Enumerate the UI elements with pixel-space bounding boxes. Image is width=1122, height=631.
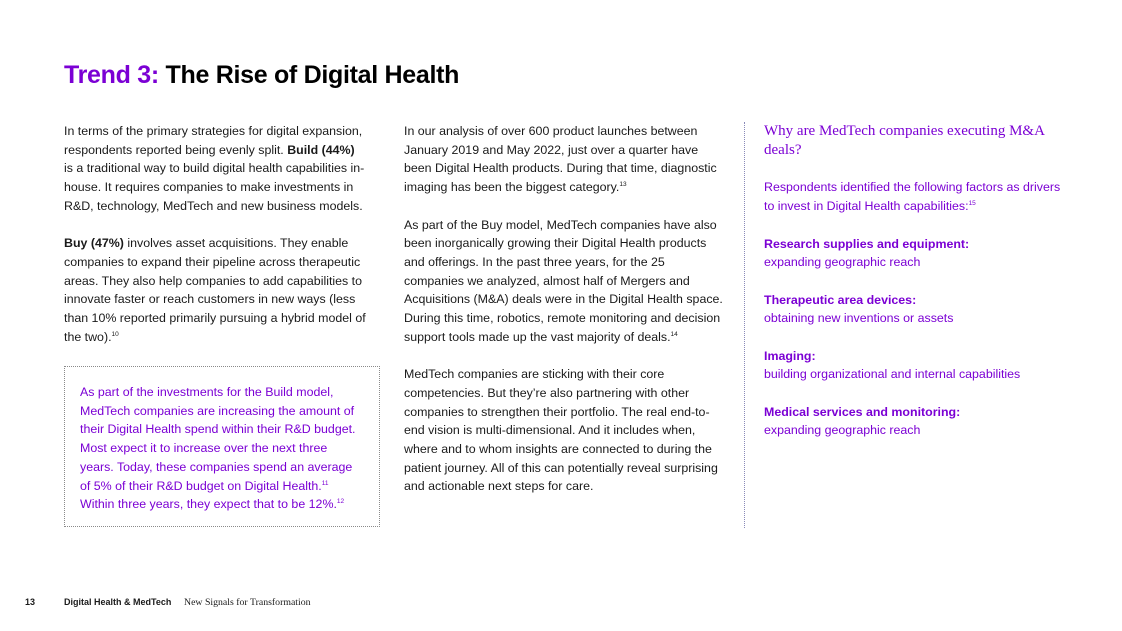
factor-description: expanding geographic reach bbox=[764, 423, 921, 438]
publication-title: Digital Health & MedTech bbox=[64, 597, 172, 607]
buy-description: involves asset acquisitions. They enable companies to expand their pipeline across therapeutic areas. They also help companies to add capabilities to innovate faster or reach customers in new ways (less than 10% reported primarily pursuing a hybrid model of the two). bbox=[64, 236, 366, 344]
build-label: Build (44%) bbox=[287, 142, 355, 157]
callout-text: As part of the investments for the Build model, MedTech companies are increasing the amount of their Digital Health spend within their R&D budget. Most expect it to increase over the next three years. Today, these companies spend an average of 5% of their R&D budget on Digital Health. bbox=[80, 385, 356, 493]
column-divider bbox=[744, 122, 745, 528]
trend-title: The Rise of Digital Health bbox=[165, 61, 460, 89]
build-description: is a traditional way to build digital health capabilities in-house. It requires companies to make investments in R&D, technology, MedTech and new business models. bbox=[64, 161, 365, 213]
factor-item bbox=[764, 291, 1064, 328]
sidebar-intro-text: Respondents identified the following factors as drivers to invest in Digital Health capabilities: bbox=[764, 180, 1061, 214]
build-investment-callout bbox=[64, 366, 380, 527]
buy-label: Buy (47%) bbox=[64, 236, 124, 251]
footnote-ref: 13 bbox=[619, 180, 627, 188]
footnote-ref: 14 bbox=[670, 330, 678, 338]
trend-number: Trend 3: bbox=[64, 61, 159, 89]
build-intro-text: In terms of the primary strategies for digital expansion, respondents reported being evenly split. bbox=[64, 124, 363, 157]
factor-description: expanding geographic reach bbox=[764, 255, 921, 270]
factor-description: building organizational and internal capabilities bbox=[764, 367, 1021, 382]
core-competencies-paragraph bbox=[404, 365, 726, 496]
footnote-ref: 10 bbox=[111, 330, 119, 338]
build-paragraph bbox=[64, 122, 370, 216]
footnote-ref: 15 bbox=[968, 199, 976, 207]
sidebar-intro bbox=[764, 178, 1064, 215]
buy-paragraph bbox=[64, 234, 370, 346]
page-footer bbox=[25, 597, 1122, 611]
factor-description: obtaining new inventions or assets bbox=[764, 311, 954, 326]
factor-item bbox=[764, 235, 1064, 272]
page-title bbox=[64, 61, 459, 90]
buy-model-paragraph bbox=[404, 216, 726, 347]
ma-drivers-sidebar bbox=[764, 122, 1064, 459]
callout-text-expectation: Within three years, they expect that to be 12%. bbox=[80, 497, 337, 512]
footnote-ref: 11 bbox=[321, 479, 329, 487]
footnote-ref: 12 bbox=[336, 498, 345, 506]
left-column bbox=[64, 122, 370, 365]
publication-subtitle: New Signals for Transformation bbox=[184, 596, 311, 608]
paragraph-text: In our analysis of over 600 product launches between January 2019 and May 2022, just over a quarter have been Digital Health products. During that time, diagnostic imaging has been the biggest category. bbox=[404, 124, 717, 195]
factor-item bbox=[764, 347, 1064, 384]
paragraph-text: As part of the Buy model, MedTech companies have also been inorganically growing their Digital Health products and offerings. In the past three years, for the 25 companies we analyzed, almost half of Mergers and Acquisitions (M&A) deals were in the Digital Health space. During this time, robotics, remote monitoring and decision support tools made up the vast majority of deals. bbox=[404, 217, 723, 344]
paragraph-text: MedTech companies are sticking with their core competencies. But they’re also partnering with other companies to strengthen their portfolio. The real end-to-end vision is multi-dimensional. And it includes when, where and to whom insights are connected to during the patient journey. All of this can potentially reveal surprising and actionable next steps for care. bbox=[404, 367, 718, 494]
middle-column bbox=[404, 122, 726, 515]
factor-name: Imaging: bbox=[764, 348, 816, 363]
factor-name: Medical services and monitoring: bbox=[764, 404, 961, 419]
factor-name: Research supplies and equipment: bbox=[764, 236, 970, 251]
factor-name: Therapeutic area devices: bbox=[764, 292, 917, 307]
factor-item bbox=[764, 403, 1064, 440]
sidebar-title: Why are MedTech companies executing M&A deals? bbox=[764, 123, 1045, 158]
product-launch-paragraph bbox=[404, 122, 726, 197]
page-number: 13 bbox=[25, 597, 36, 607]
